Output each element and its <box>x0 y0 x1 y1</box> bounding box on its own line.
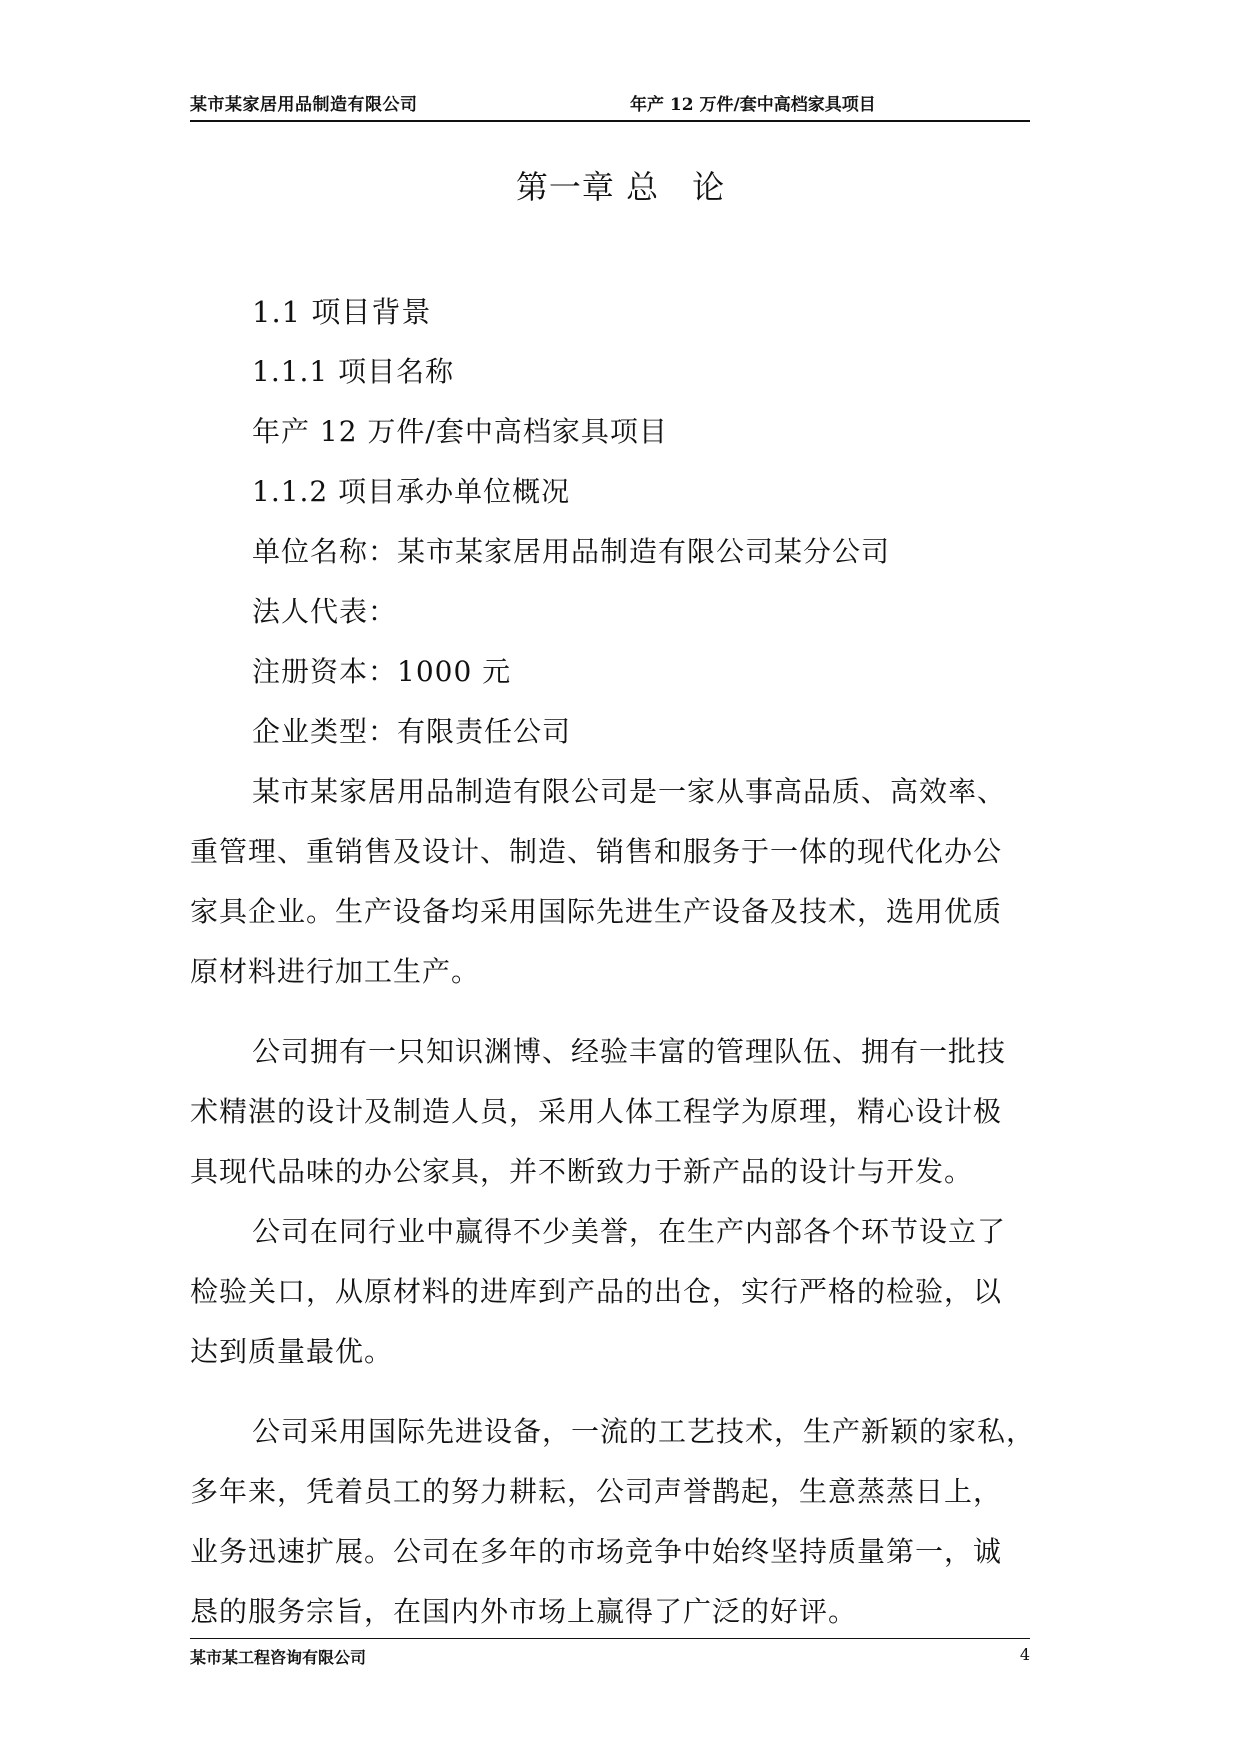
paragraph-line: 公司在同行业中赢得不少美誉，在生产内部各个环节设立了 <box>252 1215 1007 1248</box>
section-heading: 1.1 项目背景 <box>252 295 432 329</box>
paragraph-line: 检验关口，从原材料的进库到产品的出仓，实行严格的检验，以 <box>190 1275 1003 1308</box>
paragraph-line: 术精湛的设计及制造人员，采用人体工程学为原理，精心设计极 <box>190 1095 1003 1128</box>
paragraph-line: 多年来，凭着员工的努力耕耘，公司声誉鹊起，生意蒸蒸日上， <box>190 1475 1003 1508</box>
subsection-heading: 1.1.2 项目承办单位概况 <box>252 475 571 508</box>
paragraph-line: 公司采用国际先进设备，一流的工艺技术，生产新颖的家私， <box>252 1415 1036 1448</box>
page-footer <box>190 1638 1030 1669</box>
paragraph-line: 某市某家居用品制造有限公司是一家从事高品质、高效率、 <box>252 775 1007 808</box>
paragraph-line: 业务迅速扩展。公司在多年的市场竞争中始终坚持质量第一，诚 <box>190 1535 1003 1568</box>
chapter-title: 第一章 总 论 <box>515 168 726 206</box>
company-type: 企业类型：有限责任公司 <box>252 715 572 748</box>
project-name: 年产 12 万件/套中高档家具项目 <box>252 415 668 448</box>
paragraph-line: 家具企业。生产设备均采用国际先进生产设备及技术，选用优质 <box>190 895 1003 928</box>
paragraph-line: 原材料进行加工生产。 <box>190 955 481 988</box>
unit-name: 单位名称：某市某家居用品制造有限公司某分公司 <box>252 535 891 568</box>
page-header <box>190 90 1030 122</box>
paragraph-line: 恳的服务宗旨，在国内外市场上赢得了广泛的好评。 <box>190 1595 858 1628</box>
page-number: 4 <box>1019 1645 1030 1664</box>
legal-representative: 法人代表： <box>252 595 398 628</box>
header-project: 年产 12 万件/套中高档家具项目 <box>630 95 876 115</box>
footer-consultant: 某市某工程咨询有限公司 <box>190 1648 367 1667</box>
paragraph-line: 达到质量最优。 <box>190 1335 394 1368</box>
paragraph-line: 重管理、重销售及设计、制造、销售和服务于一体的现代化办公 <box>190 835 1003 868</box>
header-company: 某市某家居用品制造有限公司 <box>190 95 418 115</box>
registered-capital: 注册资本：1000 元 <box>252 655 512 688</box>
subsection-heading: 1.1.1 项目名称 <box>252 355 455 388</box>
paragraph-line: 具现代品味的办公家具，并不断致力于新产品的设计与开发。 <box>190 1155 974 1188</box>
paragraph-line: 公司拥有一只知识渊博、经验丰富的管理队伍、拥有一批技 <box>252 1035 1007 1068</box>
